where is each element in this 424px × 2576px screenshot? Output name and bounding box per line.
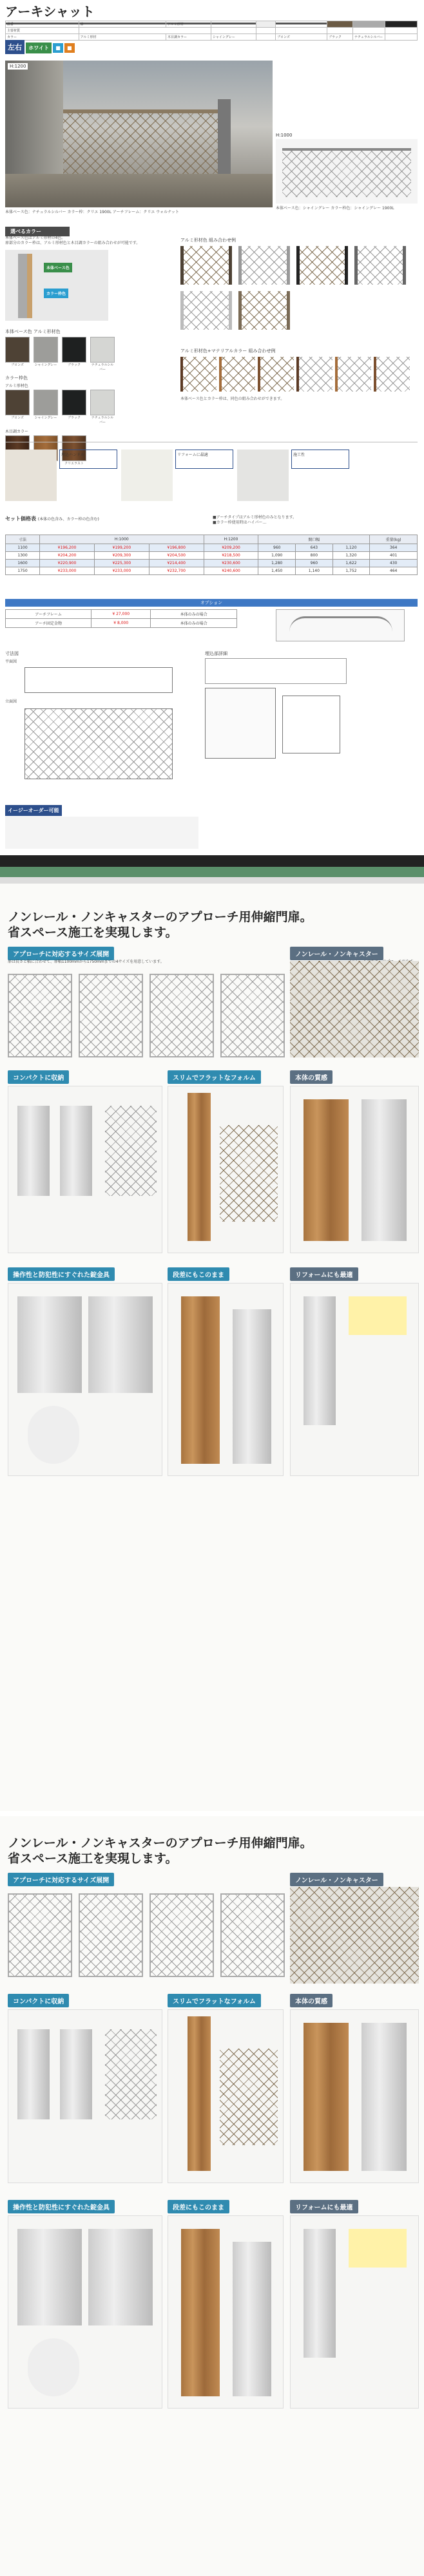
base-title: 本体ベース色 アルミ形材色 <box>5 329 61 334</box>
spec-cell <box>79 28 211 34</box>
swatch-black <box>62 390 86 415</box>
price-cell: ¥209,300 <box>94 552 149 560</box>
price-cell: 800 <box>296 552 333 560</box>
drawing-title: 埋込部詳細 <box>205 651 227 656</box>
compact-figure <box>17 2029 50 2119</box>
spec-cell <box>353 21 385 28</box>
drawing-label: 立面図 <box>5 699 17 704</box>
price-cell: ¥232,700 <box>149 567 204 575</box>
price-cell: 1,120 <box>332 544 370 552</box>
size-figure <box>8 974 72 1057</box>
size-figure <box>8 1893 72 1977</box>
option-cell: アーチ固定金物 <box>6 619 92 628</box>
price-header: 重量(kg) <box>370 535 418 544</box>
gate-frame <box>27 254 32 318</box>
combo-gate <box>180 357 217 392</box>
price-title <box>5 515 99 522</box>
reform-note <box>349 2229 407 2268</box>
spec-cell: ブラック <box>327 34 353 41</box>
price-cell: ¥240,600 <box>204 567 258 575</box>
spec-cell: アルミ形材 <box>166 21 211 28</box>
price-cell: 1,622 <box>332 560 370 567</box>
spec-cell <box>327 21 353 28</box>
price-cell: ¥230,600 <box>204 560 258 567</box>
option-table <box>5 609 237 628</box>
pill-reform: リフォームにも最適 <box>290 1267 358 1281</box>
spec-cell <box>385 21 418 28</box>
price-cell: 1,280 <box>258 560 296 567</box>
size-figure <box>149 974 214 1057</box>
step-figure <box>233 1309 271 1464</box>
option-cell: ¥ 27,000 <box>92 610 151 619</box>
price-cell: 401 <box>370 552 418 560</box>
swatch-grey <box>34 390 58 415</box>
price-table <box>5 535 418 575</box>
option-cell: アーチフレーム <box>6 610 92 619</box>
slim-figure <box>220 2049 278 2145</box>
lock-figure <box>17 2229 82 2325</box>
band-grey <box>0 877 424 884</box>
elevation-view <box>24 708 173 779</box>
spec-cell: 扉 <box>79 21 166 28</box>
spec-cell <box>256 21 276 28</box>
combo-gate <box>238 246 290 285</box>
spec-cell: 木目調カラー <box>166 34 211 41</box>
price-header: 開口幅 <box>258 535 370 544</box>
compact-figure <box>60 1106 92 1196</box>
combo-gate <box>258 357 294 392</box>
step-figure <box>233 2242 271 2396</box>
feature-text: 施工性 <box>291 450 349 469</box>
spec-cell <box>327 28 353 34</box>
step-figure <box>181 2229 220 2396</box>
key-figure <box>28 2338 79 2396</box>
price-cell: ¥199,200 <box>94 544 149 552</box>
slim-box <box>168 2009 284 2183</box>
pill-size: アプローチに対応するサイズ展開 <box>8 1873 114 1886</box>
spec-cell: 主要材質 <box>6 28 79 34</box>
compact-box <box>8 1086 162 1253</box>
lock-box <box>8 1283 162 1476</box>
price-cell: 464 <box>370 567 418 575</box>
price-cell: 1,450 <box>258 567 296 575</box>
spec-cell <box>256 28 276 34</box>
price-cell: 1,320 <box>332 552 370 560</box>
detail-figure <box>205 688 276 759</box>
pill-compact: コンパクトに収納 <box>8 1994 69 2007</box>
lock-box <box>8 2215 162 2409</box>
slim-figure <box>220 1125 278 1222</box>
pill-step: 段差にもこのまま <box>168 2200 229 2213</box>
combo-gate <box>238 291 290 330</box>
feature-text: リフォームに最適 <box>175 450 233 469</box>
price-cell: ¥233,000 <box>94 567 149 575</box>
size-figure <box>79 1893 143 1977</box>
lock-figure <box>88 1296 153 1393</box>
feature-row-small <box>5 450 418 511</box>
hero-photo-left <box>5 61 273 207</box>
swatch-label: ナチュラルシルバー <box>91 363 114 372</box>
pill-nonrail: ノンレール・ノンキャスター <box>290 947 383 960</box>
spec-cell <box>211 28 256 34</box>
gate-frame <box>18 254 27 318</box>
option-block <box>5 599 418 644</box>
swatch-label: ブロンズ <box>11 363 24 367</box>
price-header: H:1200 <box>204 535 258 544</box>
pill-texture: 本体の質感 <box>290 1070 332 1084</box>
spec-cell <box>211 21 256 28</box>
combo-title: アルミ形材色 組み合わせ例 <box>180 238 236 243</box>
price-title-text: セット価格表 <box>5 516 36 522</box>
price-cell: 1300 <box>6 552 40 560</box>
spec-cell <box>256 34 276 41</box>
compact-figure <box>105 2029 157 2119</box>
base-color-group <box>5 328 115 372</box>
compact-figure <box>17 1106 50 1196</box>
nonrail-figure <box>290 1887 419 1984</box>
pill-reform: リフォームにも最適 <box>290 2200 358 2213</box>
spec-table <box>5 21 418 41</box>
feature-text: 埋込ハンドル <box>59 450 117 469</box>
nonrail-figure <box>290 961 419 1057</box>
gate-image <box>63 109 218 174</box>
price-subtitle: (本体の色含み、カラー枠の色含む) <box>37 517 99 522</box>
drawing-title: 寸法図 <box>5 651 19 656</box>
swatch-label: シャイングレー <box>34 363 57 367</box>
swatch-grey <box>34 337 58 363</box>
promo-section-2 <box>0 1816 424 2576</box>
promo-section-1 <box>0 884 424 1811</box>
combo-gate <box>180 291 232 330</box>
pill-slim: スリムでフラットなフォルム <box>168 1070 261 1084</box>
pill-slim: スリムでフラットなフォルム <box>168 1994 261 2007</box>
price-cell: 1,752 <box>332 567 370 575</box>
promo-title-1: ノンレール・ノンキャスターのアプローチ用伸縮門扉。 <box>8 1836 313 1850</box>
price-cell: ¥196,200 <box>40 544 95 552</box>
price-cell: ¥220,900 <box>40 560 95 567</box>
size-figure <box>220 1893 285 1977</box>
combo-gate <box>296 357 332 392</box>
price-cell: ¥204,500 <box>149 552 204 560</box>
spec-cell <box>385 34 418 41</box>
size-figure <box>149 1893 214 1977</box>
band-dark <box>0 855 424 867</box>
band-green <box>0 867 424 877</box>
pill-step: 段差にもこのまま <box>168 1267 229 1281</box>
detail-figure <box>282 696 340 753</box>
combo-title: アルミ形材色+マテリアルカラー 組み合わせ例 <box>180 348 276 354</box>
texture-figure <box>304 1099 349 1241</box>
frame-sub2: 木目調カラー <box>5 430 29 434</box>
size-figure <box>220 974 285 1057</box>
price-cell: 364 <box>370 544 418 552</box>
swatch-label: クリエラスト <box>64 462 84 466</box>
combo-wood <box>180 348 418 402</box>
price-cell: ¥233,000 <box>40 567 95 575</box>
spec-cell: ブロンズ <box>276 34 327 41</box>
badge-size: ■ <box>53 43 63 53</box>
combo-gate <box>219 357 255 392</box>
lock-figure <box>17 1296 82 1393</box>
drawing-block <box>5 650 418 799</box>
spec-cell: シャイングレー <box>211 34 256 41</box>
spec-cell <box>385 28 418 34</box>
feature-photo <box>5 450 57 501</box>
easyorder-label: イージーオーダー可能 <box>5 805 62 816</box>
texture-box <box>290 2009 419 2183</box>
key-figure <box>28 1406 79 1464</box>
promo-title-2: 省スペース施工を実現します。 <box>8 1852 178 1866</box>
spec-cell: アルミ形材 <box>79 34 166 41</box>
price-header: 寸法 <box>6 535 40 544</box>
pill-texture: 本体の質感 <box>290 1994 332 2007</box>
swatch-bronze <box>5 337 30 363</box>
price-cell: 960 <box>258 544 296 552</box>
price-cell: 643 <box>296 544 333 552</box>
pill-lock: 操作性と防犯性にすぐれた錠金具 <box>8 1267 115 1281</box>
swatch-silver <box>90 390 115 415</box>
label-base: 本体ベース色 <box>44 263 72 272</box>
size-label: H:1000 <box>276 133 293 138</box>
swatch-black <box>62 337 86 363</box>
price-cell: ¥225,300 <box>94 560 149 567</box>
slim-box <box>168 1086 284 1253</box>
spec-cell: カラー <box>6 34 79 41</box>
plan-view <box>24 667 173 693</box>
price-cell: ¥196,800 <box>149 544 204 552</box>
badge-left-right: 左右 <box>5 40 24 54</box>
step-box <box>168 1283 284 1476</box>
swatch-label: ブラック <box>68 416 81 420</box>
ground <box>5 174 273 207</box>
slim-figure <box>188 1093 211 1241</box>
reform-box <box>290 1283 419 1476</box>
price-cell: 430 <box>370 560 418 567</box>
price-cell: 1,140 <box>296 567 333 575</box>
price-cell: ¥209,200 <box>204 544 258 552</box>
price-cell: 1750 <box>6 567 40 575</box>
texture-figure <box>361 2023 407 2171</box>
color-diagram <box>5 250 108 321</box>
spec-cell: 品番 <box>6 21 79 28</box>
detail-table <box>205 658 347 684</box>
lock-figure <box>88 2229 153 2325</box>
price-cell: ¥218,500 <box>204 552 258 560</box>
combo-aluminum <box>180 237 418 330</box>
step-figure <box>181 1296 220 1464</box>
option-cell: 本体のみの場合 <box>151 619 237 628</box>
reform-box <box>290 2215 419 2409</box>
combo-gate <box>374 357 410 392</box>
drawing-label: 平面図 <box>5 659 17 664</box>
swatch-silver <box>90 337 115 363</box>
texture-figure <box>304 2023 349 2171</box>
price-notes <box>213 515 418 526</box>
texture-box <box>290 1086 419 1253</box>
colors-intro: 本体ベース色はアルミ形材の4色。 扉部分のカラー枠は、アルミ形材色と木目調カラーの組み合わせが可能です。 <box>5 236 140 245</box>
promo-title-1: ノンレール・ノンキャスターのアプローチ用伸縮門扉。 <box>8 910 313 924</box>
combo-note: 本体ベース色とカラー枠は、同色の組み合わせができます。 <box>180 397 285 401</box>
price-cell: 1100 <box>6 544 40 552</box>
price-cell: ¥214,400 <box>149 560 204 567</box>
page-title: アーキシャット <box>5 4 95 19</box>
reform-figure <box>304 1296 336 1425</box>
hero-photo-right <box>276 133 418 204</box>
spec-cell: ナチュラルシルバー <box>353 34 385 41</box>
spec-cell <box>276 21 327 28</box>
spec-cell <box>276 28 327 34</box>
compact-figure <box>105 1106 157 1196</box>
price-cell: ¥204,200 <box>40 552 95 560</box>
size-label: H:1200 <box>8 63 28 70</box>
hero-caption-right: 本体ベース色：シャイングレー カラー枠色：シャイングレー 1900L <box>276 206 394 211</box>
option-cell: ¥ 8,000 <box>92 619 151 628</box>
feature-photo <box>237 450 289 501</box>
easyorder-notes <box>5 817 198 849</box>
swatch-label: シャイングレー <box>34 416 57 420</box>
combo-gate <box>296 246 348 285</box>
combo-gate <box>354 246 406 285</box>
pill-nonrail: ノンレール・ノンキャスター <box>290 1873 383 1886</box>
swatch-label: ブロンズ <box>11 416 24 420</box>
swatch-label: ブラック <box>68 363 81 367</box>
colors-section-title: 選べるカラー <box>5 227 70 236</box>
price-note: ■アーチタイプはアルミ形材色のみとなります。 <box>213 515 297 520</box>
price-cell: 1600 <box>6 560 40 567</box>
combo-gate <box>180 246 232 285</box>
combo-gate <box>335 357 371 392</box>
price-cell: 960 <box>296 560 333 567</box>
price-table-wrap <box>5 535 418 575</box>
size-figure <box>79 974 143 1057</box>
reform-note <box>349 1296 407 1335</box>
reform-figure <box>304 2229 336 2358</box>
swatch-bronze <box>5 390 30 415</box>
compact-figure <box>60 2029 92 2119</box>
compact-box <box>8 2009 162 2183</box>
spec-cell <box>353 28 385 34</box>
frame-sub1: アルミ形材色 <box>5 384 28 388</box>
arch-shape <box>289 616 392 632</box>
texture-figure <box>361 1099 407 1241</box>
badge-color: ホワイト <box>26 43 52 53</box>
text-size: 扉は長さと幅に合わせて、扉幅1100mmから1750mmまでの4サイズを用意しています。 <box>8 960 164 964</box>
feature-photo <box>121 450 173 501</box>
badge-option: ■ <box>64 43 75 53</box>
option-cell: 本体のみの場合 <box>151 610 237 619</box>
price-note: ■カラー枠使用時はハイパー… <box>213 520 267 525</box>
hero-caption-left: 本体ベース色：ナチュラルシルバー カラー枠：クリエ 1900L アーチフレーム：クリエ ウォルナット <box>5 210 179 214</box>
gate-image <box>282 148 411 197</box>
pill-size: アプローチに対応するサイズ展開 <box>8 947 114 960</box>
step-box <box>168 2215 284 2409</box>
frame-title: カラー枠色 <box>5 375 28 381</box>
swatch-label: ナチュラルシルバー <box>91 416 114 424</box>
pill-compact: コンパクトに収納 <box>8 1070 69 1084</box>
pill-lock: 操作性と防犯性にすぐれた錠金具 <box>8 2200 115 2213</box>
option-figure <box>276 609 405 641</box>
badge-row <box>5 40 75 54</box>
price-header: H:1000 <box>40 535 204 544</box>
slim-figure <box>188 2016 211 2171</box>
label-frame: カラー枠色 <box>44 289 68 298</box>
option-title: オプション <box>5 599 418 607</box>
promo-title-2: 省スペース施工を実現します。 <box>8 925 178 940</box>
price-cell: 1,090 <box>258 552 296 560</box>
